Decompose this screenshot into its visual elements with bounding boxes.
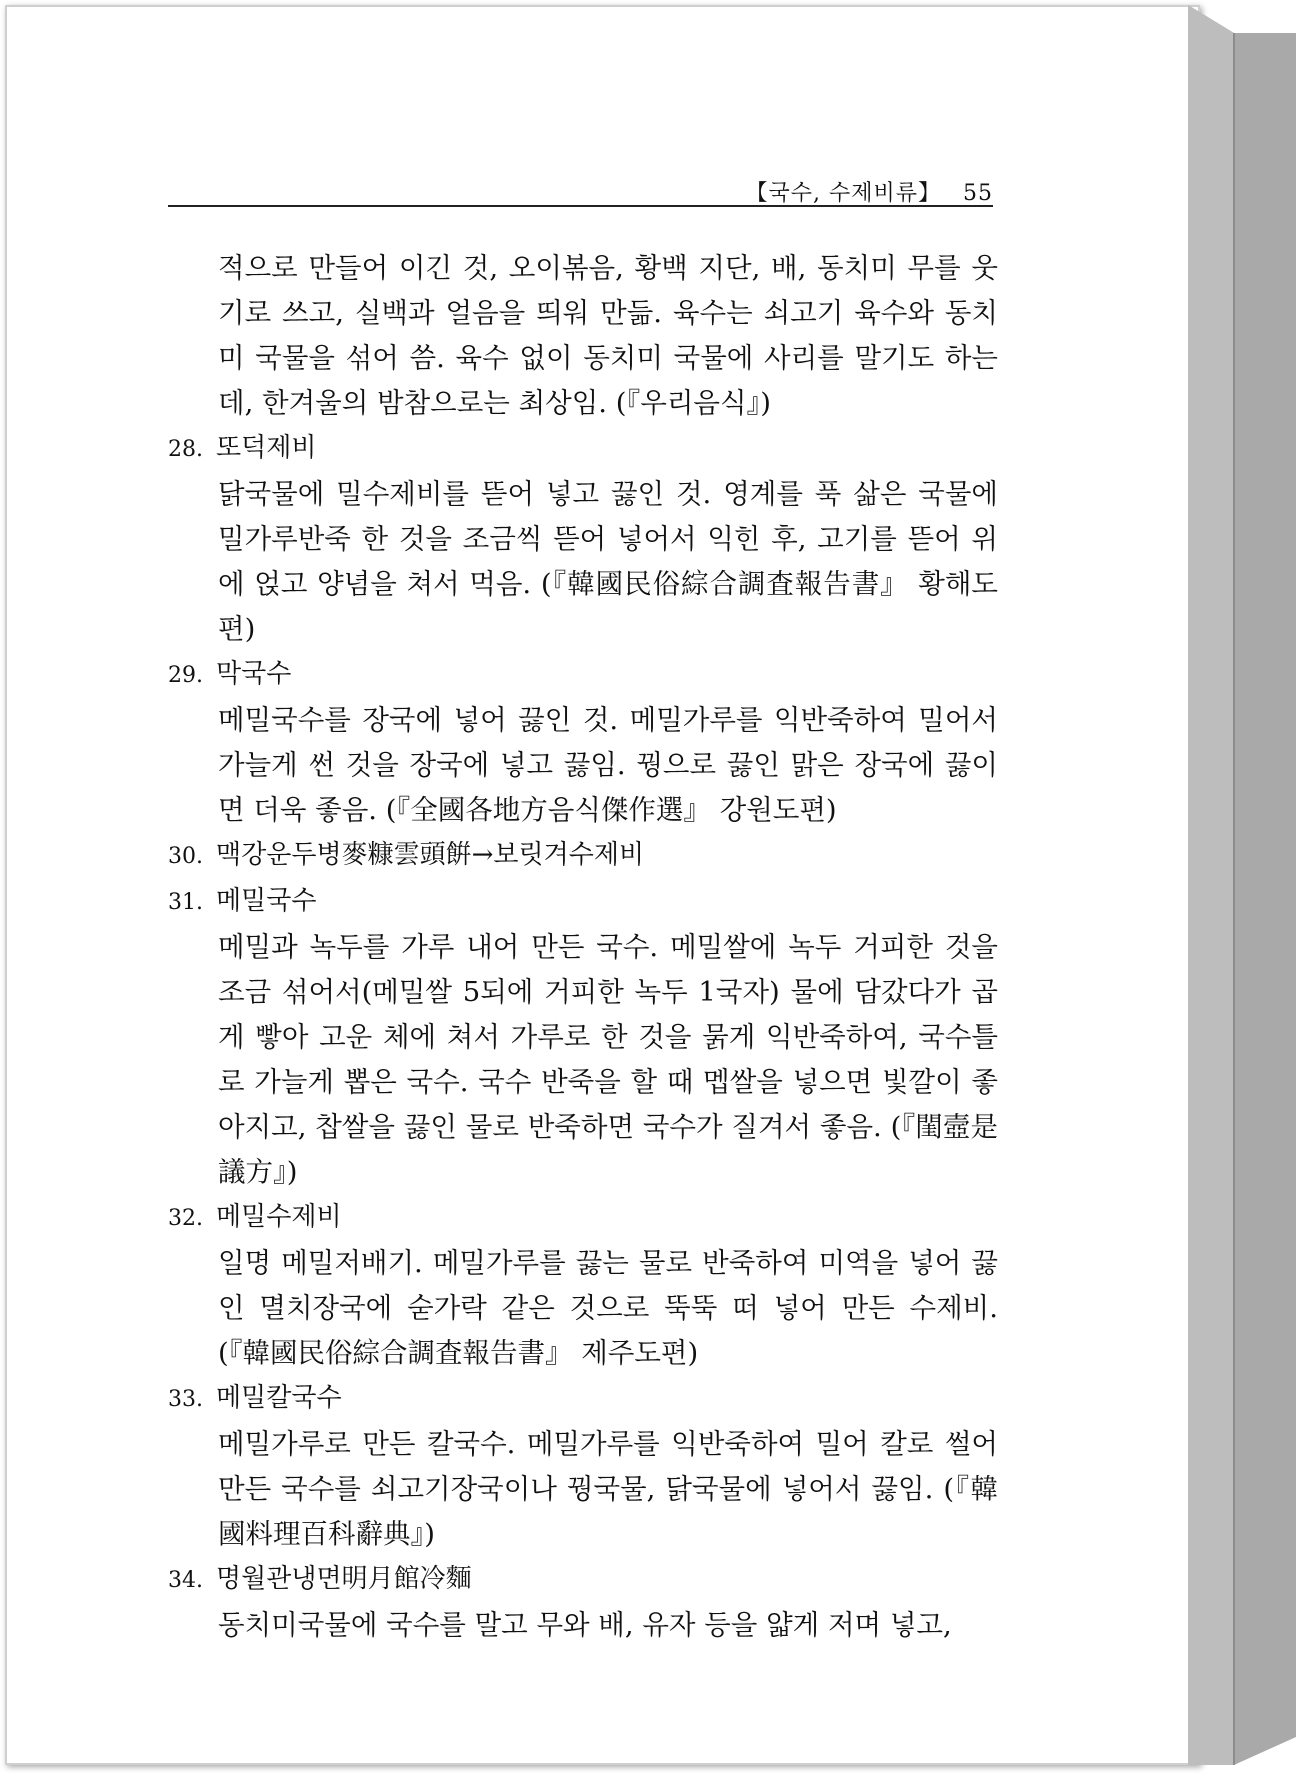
entry-body: 동치미국물에 국수를 말고 무와 배, 유자 등을 얇게 저며 넣고, — [218, 1609, 952, 1641]
entry-number: 33. — [168, 1387, 203, 1412]
page-body — [168, 246, 998, 1648]
entry-body: 일명 메밀저배기. 메밀가루를 끓는 물로 반죽하여 미역을 넣어 끓인 멸치장국에 숟가락 같은 것으로 뚝뚝 떠 넣어 만든 수제비. (『韓國民俗綜合調査報告書』 제주도편) — [218, 1247, 998, 1369]
entry-title: 막국수 — [216, 659, 292, 689]
entry-title: 명월관냉면明月館冷麵 — [216, 1564, 472, 1594]
header-rule — [168, 205, 993, 207]
entry-heading — [168, 1195, 998, 1241]
entry-title: 또덕제비 — [216, 433, 317, 463]
entry-33 — [168, 1376, 998, 1557]
entry-body: 메밀가루로 만든 칼국수. 메밀가루를 익반죽하여 밀어 칼로 썰어 만든 국수를 쇠고기장국이나 꿩국물, 닭국물에 넣어서 끓임. (『韓國料理百科辭典』) — [218, 1428, 998, 1550]
entry-heading — [168, 879, 998, 925]
entry-31 — [168, 879, 998, 1195]
entry-34 — [168, 1557, 998, 1648]
entry-title: 메밀칼국수 — [216, 1383, 342, 1413]
entry-body: 메밀과 녹두를 가루 내어 만든 국수. 메밀쌀에 녹두 거피한 것을 조금 섞어서(메밀쌀 5되에 거피한 녹두 1국자) 물에 담갔다가 곱게 빻아 고운 체에 쳐서 가루로 한 것을 묽게 익반죽하여, 국수틀로 가늘게 뽑은 국수. 국수 반죽을 할 때 멥쌀을 넣으면 빛깔이 좋아지고, 찹쌀을 끓인 물로 반죽하면 국수가 질겨서 좋음. (『閨壼是議方』) — [218, 931, 998, 1188]
page-number: 55 — [963, 181, 993, 206]
entry-body: 메밀국수를 장국에 넣어 끓인 것. 메밀가루를 익반죽하여 밀어서 가늘게 썬 것을 장국에 넣고 끓임. 꿩으로 끓인 맑은 장국에 끓이면 더욱 좋음. (『全國各地方음식傑作選』 강원도편) — [218, 704, 998, 826]
entry-number: 30. — [168, 844, 203, 869]
entry-number: 29. — [168, 663, 203, 688]
intro-paragraph: 적으로 만들어 이긴 것, 오이볶음, 황백 지단, 배, 동치미 무를 웃기로 쓰고, 실백과 얼음을 띄워 만듦. 육수는 쇠고기 육수와 동치미 국물을 섞어 씀. 육수 없이 동치미 국물에 사리를 말기도 하는데, 한겨울의 밤참으로는 최상임. (『우리음식』) — [218, 252, 998, 419]
entry-29 — [168, 652, 998, 833]
entry-32 — [168, 1195, 998, 1376]
entry-28 — [168, 426, 998, 652]
entry-heading — [168, 652, 998, 698]
page-stack-edge — [1188, 5, 1298, 1765]
entry-number: 34. — [168, 1568, 203, 1593]
entry-body: 닭국물에 밀수제비를 뜯어 넣고 끓인 것. 영계를 푹 삶은 국물에 밀가루반죽 한 것을 조금씩 뜯어 넣어서 익힌 후, 고기를 뜯어 위에 얹고 양념을 쳐서 먹음. (『韓國民俗綜合調査報告書』 황해도편) — [218, 478, 998, 645]
entry-title: 메밀국수 — [216, 886, 317, 916]
entry-30 — [168, 833, 998, 879]
entry-number: 28. — [168, 437, 203, 462]
running-head-section: 【국수, 수제비류】 — [745, 181, 941, 206]
entry-heading — [168, 1376, 998, 1422]
entry-title: 메밀수제비 — [216, 1202, 342, 1232]
entry-number: 31. — [168, 890, 203, 915]
entry-heading — [168, 426, 998, 472]
entry-title: 맥강운두병麥糠雲頭餠→보릿겨수제비 — [216, 840, 645, 870]
running-head — [168, 176, 993, 207]
entry-heading — [168, 833, 998, 879]
entry-heading — [168, 1557, 998, 1603]
entry-number: 32. — [168, 1206, 203, 1231]
